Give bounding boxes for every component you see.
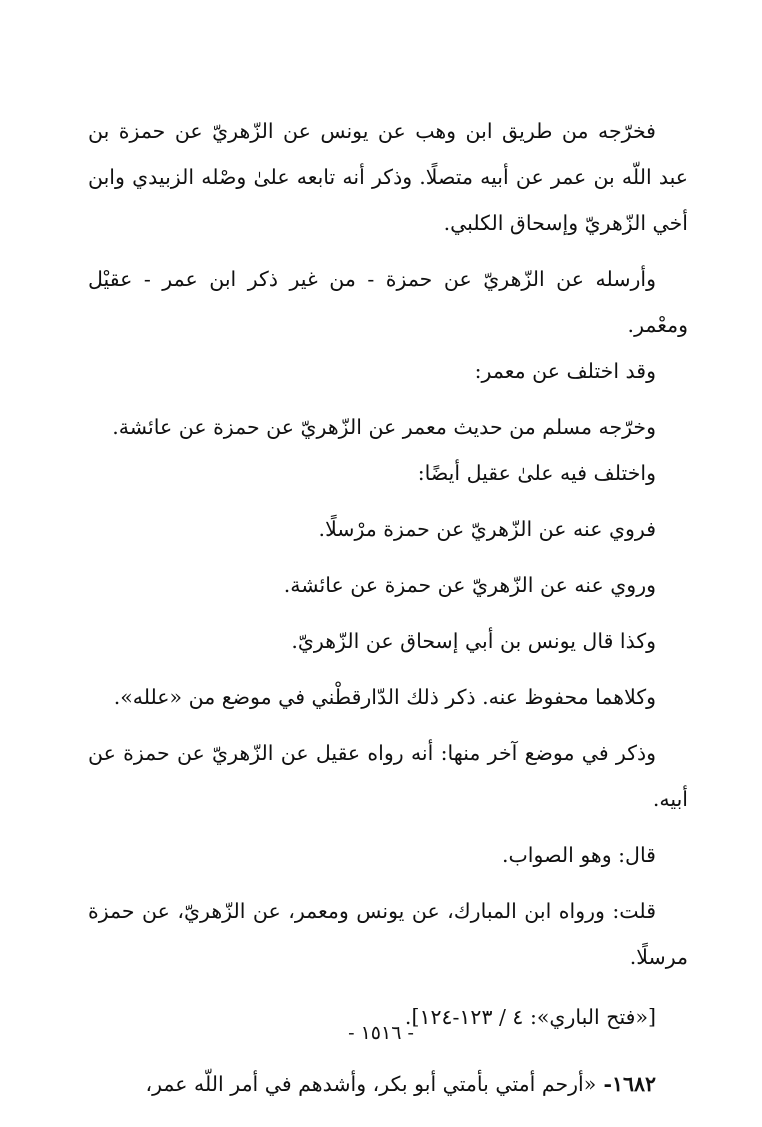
- paragraph-3: وقد اختلف عن معمر:: [474, 359, 656, 383]
- paragraph-9: وكلاهما محفوظ عنه. ذكر ذلك الدّارقطْني في موضع من «علله».: [113, 685, 656, 709]
- paragraph-2: وأرسله عن الزّهريّ عن حمزة - من غير ذكر ابن عمر - عقيْل ومعْمر.: [88, 267, 688, 337]
- reference-citation: [«فتح الباري»: ٤ / ١٢٣-١٢٤].: [404, 1005, 656, 1029]
- paragraph-11: قال: وهو الصواب.: [501, 843, 656, 867]
- paragraph-8: وكذا قال يونس بن أبي إسحاق عن الزّهريّ.: [291, 629, 656, 653]
- hadith-text: «أرحم أمتي بأمتي أبو بكر، وأشدهم في أمر اللّه عمر،: [145, 1071, 597, 1096]
- paragraph-7: وروي عنه عن الزّهريّ عن حمزة عن عائشة.: [283, 573, 656, 597]
- hadith-entry: [88, 1061, 688, 1107]
- paragraph-6: فروي عنه عن الزّهريّ عن حمزة مرْسلًا.: [318, 517, 656, 541]
- page-number: - ١٥١٦ -: [348, 1022, 414, 1044]
- paragraph-1: فخرّجه من طريق ابن وهب عن يونس عن الزّهريّ عن حمزة بن عبد اللّه بن عمر عن أبيه متصلًا. وذكر أنه تابعه علىٰ وصْله الزبيدي وابن أخي الزّهريّ وإسحاق الكلبي.: [88, 119, 688, 235]
- page-body: [88, 108, 688, 1127]
- hadith-number: ١٦٨٢-: [603, 1071, 656, 1096]
- paragraph-12: قلت: ورواه ابن المبارك، عن يونس ومعمر، عن الزّهريّ، عن حمزة مرسلًا.: [88, 899, 688, 969]
- paragraph-5: واختلف فيه علىٰ عقيل أيضًا:: [417, 461, 656, 485]
- paragraph-10: وذكر في موضع آخر منها: أنه رواه عقيل عن الزّهريّ عن حمزة عن أبيه.: [88, 741, 688, 811]
- paragraph-4: وخرّجه مسلم من حديث معمر عن الزّهريّ عن حمزة عن عائشة.: [112, 415, 656, 439]
